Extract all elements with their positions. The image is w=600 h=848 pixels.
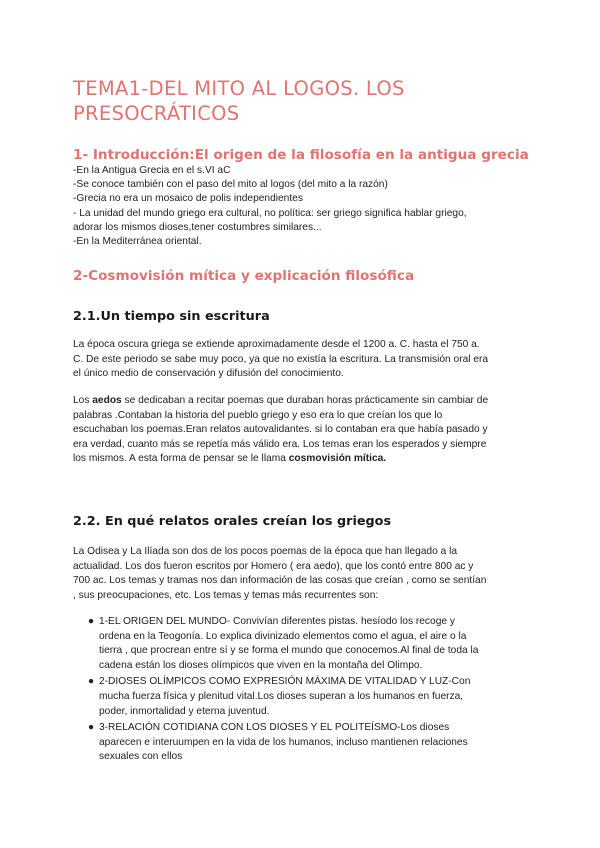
text-line: -En la Antigua Grecia en el s.VI aC xyxy=(73,165,231,176)
text-line: escuchaban los poemas.Eran relatos autovalidantes. si lo contaban era que había pasado y xyxy=(73,424,488,436)
list-item xyxy=(88,675,533,719)
section-1-heading: 1- Introducción:El origen de la filosofía en la antigua grecia xyxy=(73,147,529,163)
text-line: C. De este periodo se sabe muy poco, ya que no existía la escritura. La transmisión oral era xyxy=(73,353,489,365)
text-line: , sus preocupaciones, etc. Los temas y temas más recurrentes son: xyxy=(73,589,379,601)
text-line: - La unidad del mundo griego era cultural, no política: ser griego significa hablar griego, xyxy=(73,207,467,219)
text-run: Los xyxy=(73,395,93,406)
text-run: los mismos. A esta forma de pensar se le llama xyxy=(73,453,289,465)
page-title xyxy=(73,76,543,126)
text-line: aparecen e interuumpen en la vida de los humanos, incluso mantienen relaciones xyxy=(99,736,468,748)
text-line: era verdad, cuanto más se repetía más válido era. Los temas eran los esperados y siempre xyxy=(73,438,487,450)
text-line: actualidad. Los dos fueron escritos por Homero ( era aedo), que los contó entre 800 ac y xyxy=(73,560,474,572)
section-1-lines xyxy=(73,164,533,249)
section-2-2-paragraph xyxy=(73,545,528,603)
section-2-1-heading: 2.1.Un tiempo sin escritura xyxy=(73,309,270,324)
text-line: sexuales con ellos xyxy=(99,751,183,763)
list-item xyxy=(88,615,533,673)
text-line xyxy=(73,452,528,467)
text-line: 1-EL ORIGEN DEL MUNDO- Convivían diferentes pistas. hesíodo los recoge y xyxy=(99,616,455,627)
title-line-2: PRESOCRÁTICOS xyxy=(73,102,240,125)
text-line: 700 ac. Los temas y tramas nos dan información de las cosas que creían , como se sentían xyxy=(73,575,487,587)
text-line: cadena están los dioses olímpicos que viven en la montaña del Olimpo. xyxy=(99,659,423,671)
text-line: palabras .Contaban la historia del pueblo griego y eso era lo que creían los que lo xyxy=(73,409,443,421)
text-line: ordena en la Teogonía. Lo explica divinizado elementos como el agua, el aire o la xyxy=(99,630,467,642)
text-line: tierra , que procrean entre sí y se forma el mundo que conocemos.Al final de toda la xyxy=(99,645,479,657)
bold-term-cosmovision: cosmovisión mítica. xyxy=(288,453,387,465)
bold-term-aedos: aedos xyxy=(92,395,122,406)
themes-bullet-list xyxy=(88,615,533,767)
text-line: 3-RELACIÓN COTIDIANA CON LOS DIOSES Y EL POLITEÍSMO-Los dioses xyxy=(99,722,450,734)
text-line: La época oscura griega se extiende aproximadamente desde el 1200 a. C. hasta el 750 a. xyxy=(73,339,480,350)
text-line: -En la Mediterránea oriental. xyxy=(73,236,202,248)
bullet-icon: ● xyxy=(88,722,95,734)
text-line: mucha fuerza física y plenitud vital.Los dioses superan a los humanos en fuerza, xyxy=(99,690,464,702)
text-line: La Odisea y La Ilíada son dos de los pocos poemas de la época que han llegado a la xyxy=(73,546,458,557)
text-line: -Se conoce también con el paso del mito al logos (del mito a la razón) xyxy=(73,179,388,191)
section-2-heading: 2-Cosmovisión mítica y explicación filosófica xyxy=(73,268,415,284)
section-2-1-paragraph-1 xyxy=(73,338,528,382)
text-line: 2-DIOSES OLÍMPICOS COMO EXPRESIÓN MÁXIMA DE VITALIDAD Y LUZ-Con xyxy=(99,676,471,688)
text-line xyxy=(73,394,528,409)
bullet-icon: ● xyxy=(88,676,95,688)
list-item xyxy=(88,721,533,765)
text-line: el único medio de conservación y difusión del conocimiento. xyxy=(73,368,344,380)
title-line-1: TEMA1-DEL MITO AL LOGOS. LOS xyxy=(73,77,405,100)
text-line: adorar los mismos dioses,tener costumbres similares... xyxy=(73,221,322,233)
text-line: poder, inmortalidad y eterna juventud. xyxy=(99,705,270,717)
section-2-2-heading: 2.2. En qué relatos orales creían los griegos xyxy=(73,514,392,529)
bullet-icon: ● xyxy=(88,616,95,627)
text-line: -Grecia no era un mosaico de polis independientes xyxy=(73,193,303,205)
section-2-1-paragraph-2 xyxy=(73,394,528,467)
text-run: se dedicaban a recitar poemas que duraban horas prácticamente sin cambiar de xyxy=(121,395,489,406)
